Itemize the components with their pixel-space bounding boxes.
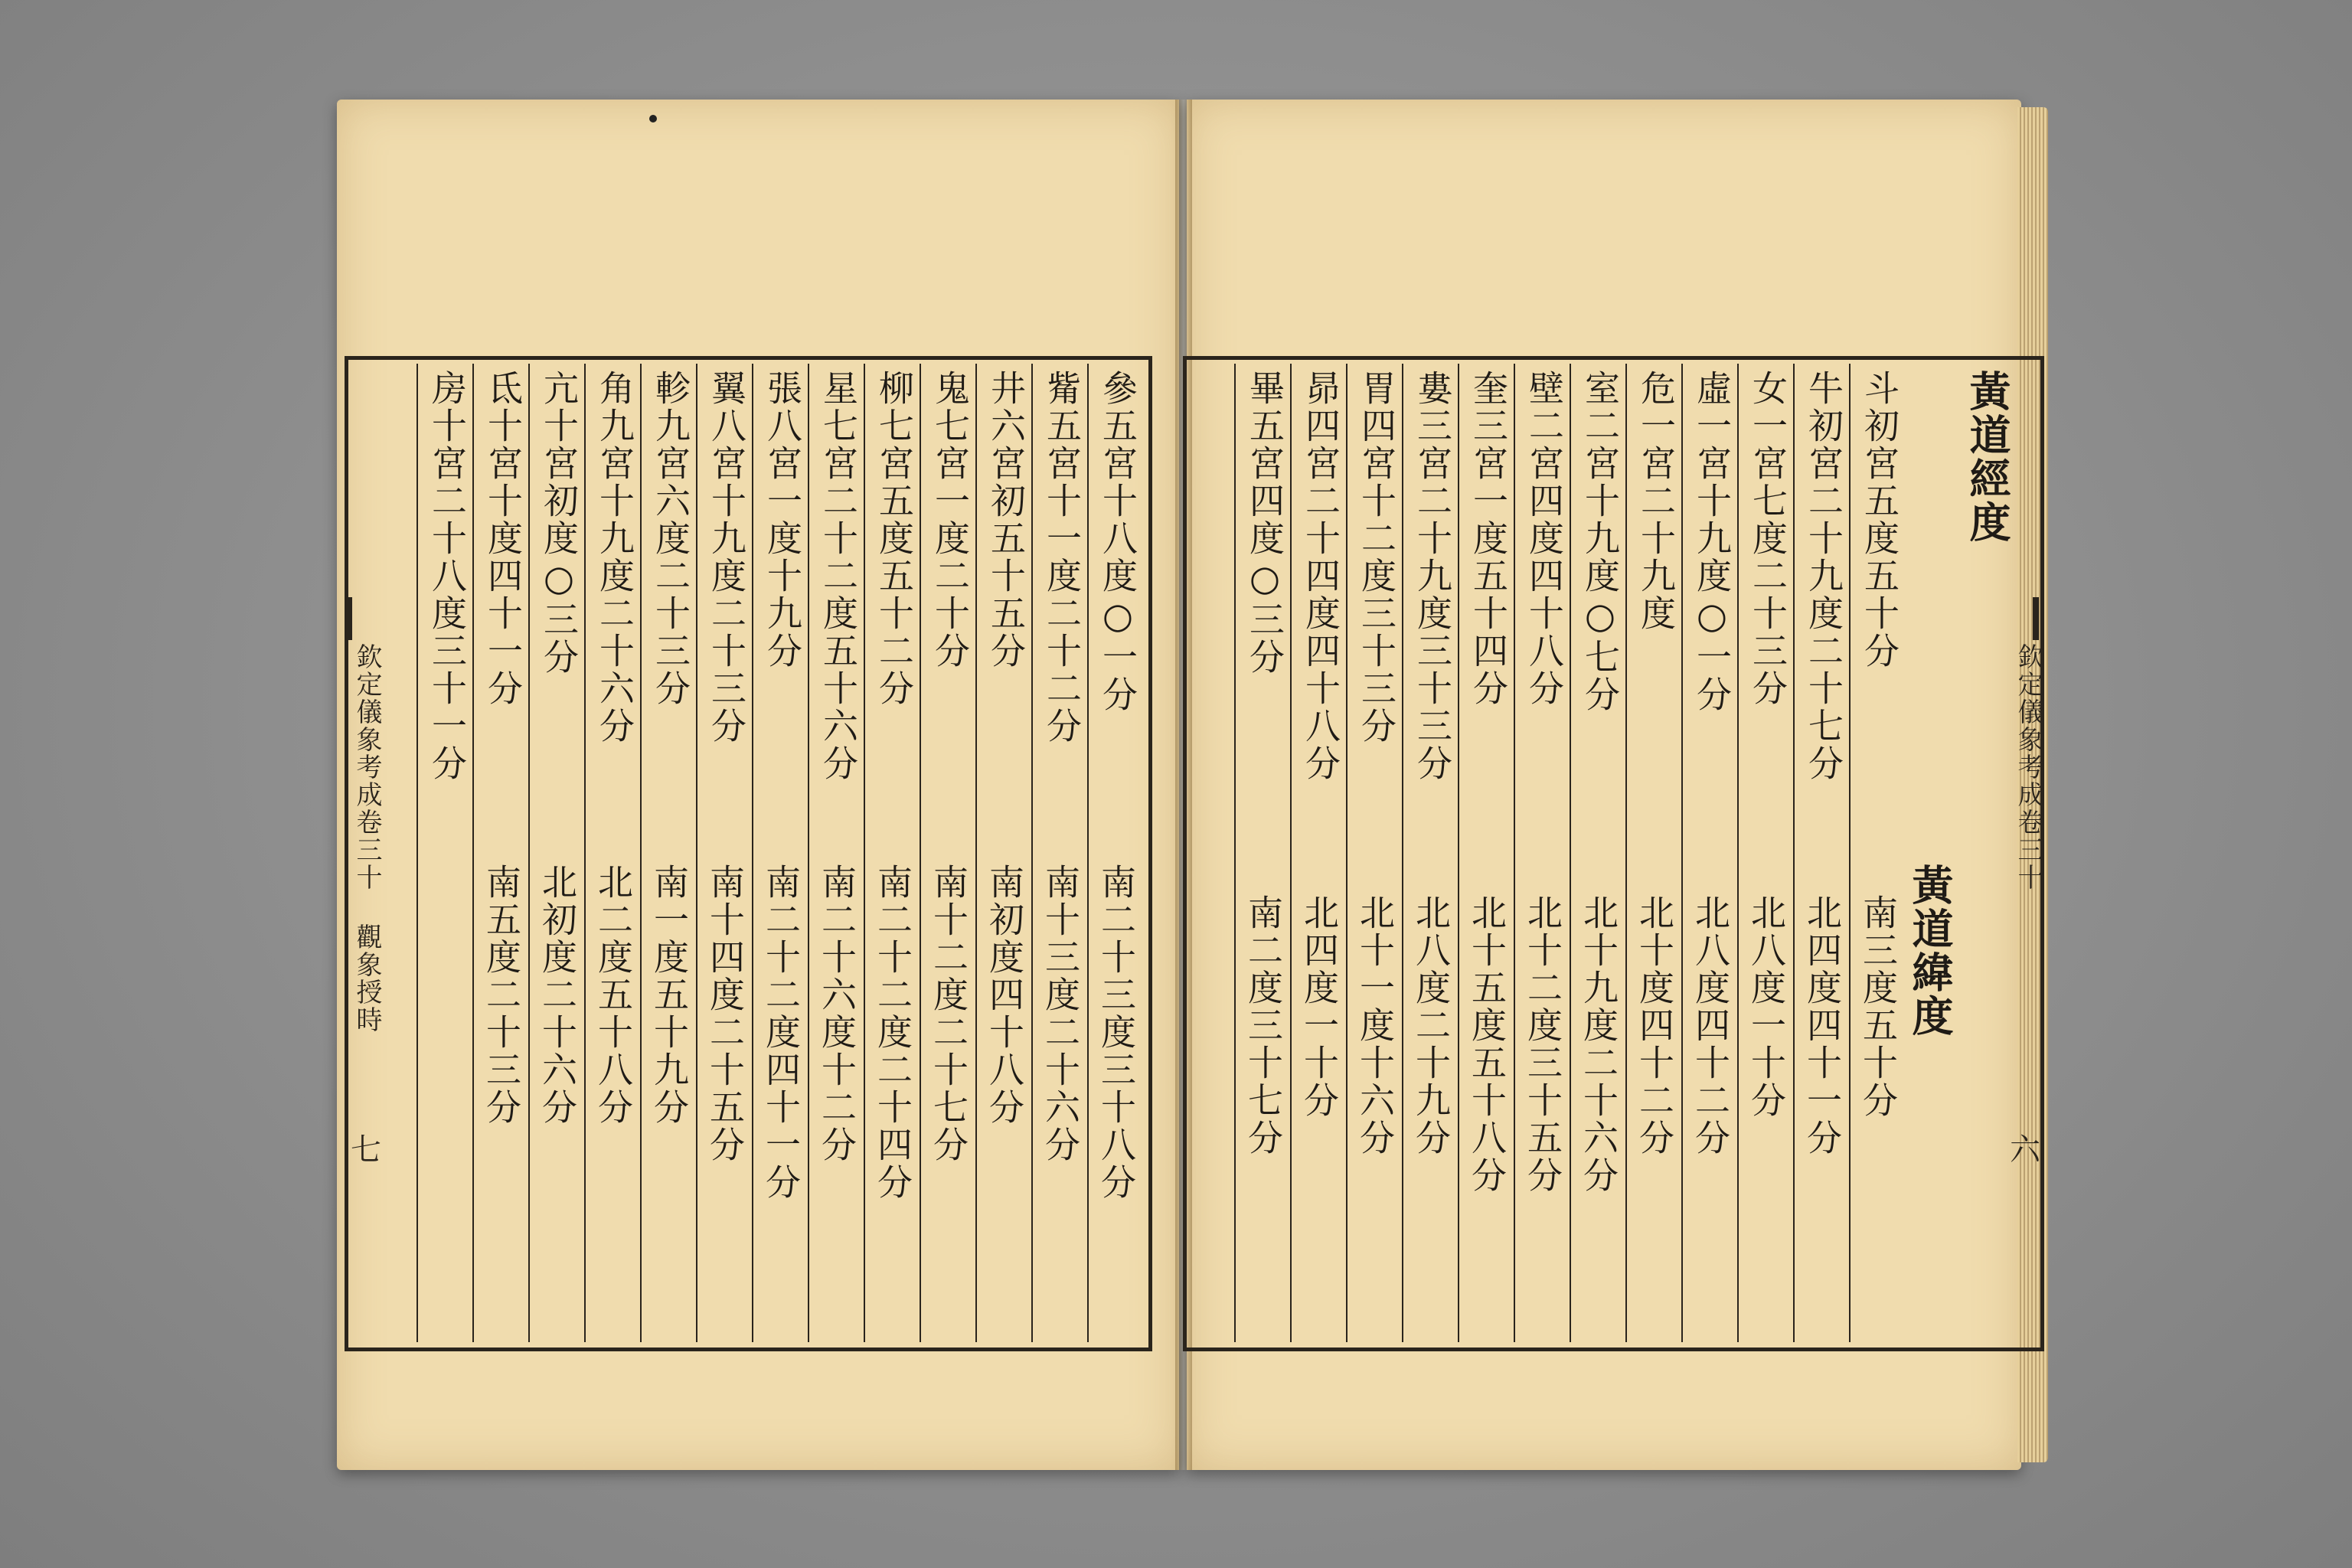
left_page-longitude-entry: 氐十宮十度四十一分 bbox=[472, 364, 525, 1342]
right_page-longitude-entry: 壁二宮四度四十八分 bbox=[1514, 364, 1566, 1342]
left_page-longitude-entry: 鬼七宮一度二十分 bbox=[920, 364, 972, 1342]
left_page-latitude-entry: 南二十六度十二分 bbox=[816, 864, 858, 1164]
left_page-longitude-entry: 亢十宮初度○三分 bbox=[528, 364, 581, 1342]
ecliptic-latitude-header: 黃道緯度 bbox=[1906, 864, 1955, 1038]
right_page-longitude-entry: 胃四宮十二度三十三分 bbox=[1346, 364, 1399, 1342]
fold-mark-left bbox=[346, 597, 352, 640]
right_page-latitude-entry: 北十九度二十六分 bbox=[1578, 894, 1619, 1194]
right_page-longitude-entry: 危一宮二十九度 bbox=[1625, 364, 1678, 1342]
right_page-latitude-entry: 北十度四十二分 bbox=[1634, 894, 1675, 1157]
right_page-latitude-entry: 北十一度十六分 bbox=[1354, 894, 1396, 1157]
right_page-longitude-entry: 牛初宮二十九度二十七分 bbox=[1793, 364, 1846, 1342]
left_page-longitude-entry: 角九宮十九度二十六分 bbox=[584, 364, 637, 1342]
left_page-longitude-entry: 張八宮一度十九分 bbox=[752, 364, 805, 1342]
right_page-longitude-entry: 斗初宮五度五十分 bbox=[1849, 364, 1902, 1342]
left_page-latitude-entry: 南五度二十三分 bbox=[481, 864, 522, 1126]
left_page-longitude-entry: 參五宮十八度○一分 bbox=[1087, 364, 1140, 1342]
left_page-longitude-entry: 柳七宮五度五十二分 bbox=[864, 364, 916, 1342]
right_page-latitude-entry: 南三度五十分 bbox=[1857, 894, 1899, 1119]
left_page-latitude-entry: 南十二度二十七分 bbox=[928, 864, 969, 1164]
fold-mark-right bbox=[2033, 597, 2039, 640]
left_page-longitude-entry: 星七宮二十二度五十六分 bbox=[808, 364, 861, 1342]
left_page-latitude-entry: 南初度四十八分 bbox=[984, 864, 1025, 1126]
right_page-longitude-entry: 女一宮七度二十三分 bbox=[1737, 364, 1790, 1342]
right_page-latitude-entry: 北十五度五十八分 bbox=[1466, 894, 1508, 1194]
right_page-latitude-entry: 北十二度三十五分 bbox=[1522, 894, 1563, 1194]
right_page-longitude-entry: 婁三宮二十九度三十三分 bbox=[1402, 364, 1455, 1342]
right_page-longitude-entry: 虛一宮十九度○一分 bbox=[1681, 364, 1734, 1342]
right_page-latitude-entry: 北八度二十九分 bbox=[1410, 894, 1452, 1157]
left_page-longitude-entry: 軫九宮六度二十三分 bbox=[640, 364, 693, 1342]
left_page-latitude-entry: 北初度二十六分 bbox=[537, 864, 578, 1126]
right-margin-title: 欽定儀象考成卷三十 bbox=[2013, 643, 2043, 891]
left_page-latitude-entry: 南二十三度三十八分 bbox=[1096, 864, 1137, 1201]
right-page-number: 六 bbox=[2010, 1132, 2040, 1168]
left_page-latitude-entry: 南二十二度二十四分 bbox=[872, 864, 913, 1201]
right_page-latitude-entry: 南二度三十七分 bbox=[1243, 894, 1284, 1157]
left_page-longitude-entry: 井六宮初五十五分 bbox=[975, 364, 1028, 1342]
right_page-longitude-entry: 室二宮十九度○七分 bbox=[1570, 364, 1622, 1342]
right_page-latitude-entry: 北四度四十一分 bbox=[1802, 894, 1843, 1157]
left_page-longitude-entry: 觜五宮十一度二十二分 bbox=[1031, 364, 1084, 1342]
left_page-latitude-entry: 南一度五十九分 bbox=[648, 864, 690, 1126]
ink-dot bbox=[649, 115, 657, 122]
right_page-latitude-entry: 北四度一十分 bbox=[1298, 894, 1340, 1119]
right_page-longitude-entry: 畢五宮四度○三分 bbox=[1234, 364, 1287, 1342]
ecliptic-longitude-header: 黃道經度 bbox=[1963, 370, 2012, 544]
left-margin-title: 欽定儀象考成卷三十 觀象授時 bbox=[351, 643, 382, 1034]
left_page-latitude-entry: 南二十二度四十一分 bbox=[760, 864, 802, 1201]
right_page-longitude-entry: 奎三宮一度五十四分 bbox=[1458, 364, 1511, 1342]
left_page-latitude-entry: 北二度五十八分 bbox=[593, 864, 634, 1126]
left_page-longitude-entry: 房十宮二十八度三十一分 bbox=[416, 364, 469, 1342]
right_page-latitude-entry: 北八度一十分 bbox=[1746, 894, 1787, 1119]
left_page-longitude-entry: 翼八宮十九度二十三分 bbox=[696, 364, 749, 1342]
right_page-latitude-entry: 北八度四十二分 bbox=[1690, 894, 1731, 1157]
left_page-latitude-entry: 南十四度二十五分 bbox=[704, 864, 746, 1164]
left-page-number: 七 bbox=[351, 1132, 381, 1168]
left_page-latitude-entry: 南十三度二十六分 bbox=[1040, 864, 1081, 1164]
right_page-longitude-entry: 昴四宮二十四度四十八分 bbox=[1290, 364, 1343, 1342]
left_page-latitude-entry bbox=[416, 858, 468, 1342]
